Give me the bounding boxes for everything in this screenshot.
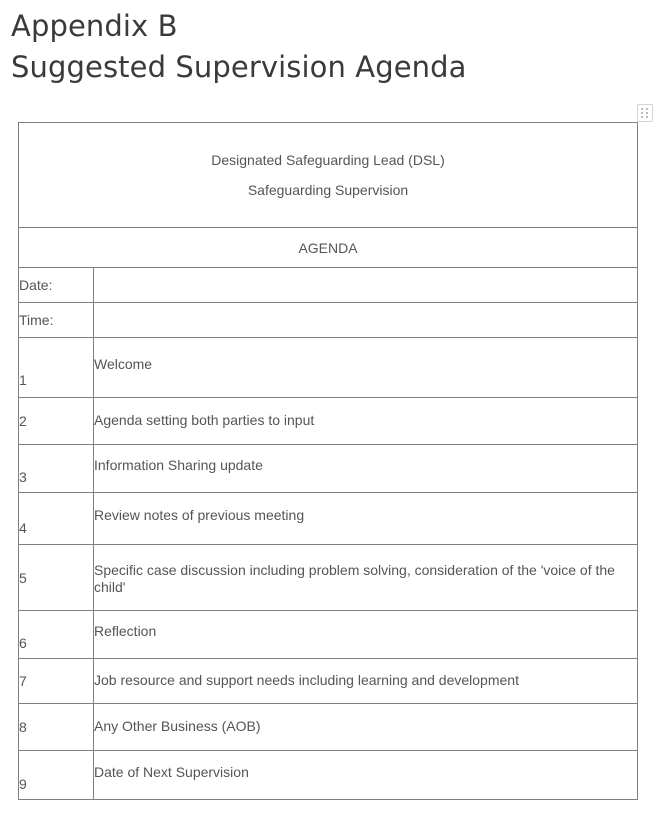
agenda-label-row — [19, 228, 638, 268]
item-text[interactable]: Welcome — [94, 338, 638, 398]
table-row — [19, 704, 638, 751]
table-row — [19, 611, 638, 659]
item-text[interactable]: Date of Next Supervision — [94, 751, 638, 800]
item-number: 6 — [19, 611, 94, 659]
item-text[interactable]: Job resource and support needs including learning and development — [94, 659, 638, 704]
date-label: Date: — [19, 268, 94, 303]
table-row — [19, 751, 638, 800]
date-value-cell[interactable] — [94, 268, 638, 303]
agenda-table — [18, 122, 638, 800]
table-row — [19, 338, 638, 398]
title-row — [19, 123, 638, 228]
item-number: 7 — [19, 659, 94, 704]
drag-handle-icon[interactable] — [637, 104, 653, 122]
table-row — [19, 493, 638, 545]
heading-appendix: Appendix B — [11, 9, 178, 43]
item-number: 2 — [19, 398, 94, 445]
item-number: 9 — [19, 751, 94, 800]
agenda-label: AGENDA — [19, 228, 638, 268]
title-line-2: Safeguarding Supervision — [247, 182, 409, 198]
item-text[interactable]: Specific case discussion including problem solving, consideration of the 'voice of the child' — [94, 545, 638, 611]
item-text[interactable]: Information Sharing update — [94, 445, 638, 493]
title-cell — [19, 123, 638, 228]
item-number: 3 — [19, 445, 94, 493]
title-line-1: Designated Safeguarding Lead (DSL) — [211, 152, 445, 168]
item-number: 8 — [19, 704, 94, 751]
table-row — [19, 398, 638, 445]
item-number: 5 — [19, 545, 94, 611]
table-row — [19, 445, 638, 493]
item-number: 1 — [19, 338, 94, 398]
item-number: 4 — [19, 493, 94, 545]
item-text[interactable]: Agenda setting both parties to input — [94, 398, 638, 445]
table-row — [19, 659, 638, 704]
time-value-cell[interactable] — [94, 303, 638, 338]
item-text[interactable]: Reflection — [94, 611, 638, 659]
date-row — [19, 268, 638, 303]
time-label: Time: — [19, 303, 94, 338]
table-row — [19, 545, 638, 611]
item-text[interactable]: Review notes of previous meeting — [94, 493, 638, 545]
item-text[interactable]: Any Other Business (AOB) — [94, 704, 638, 751]
time-row — [19, 303, 638, 338]
heading-title: Suggested Supervision Agenda — [11, 50, 467, 84]
